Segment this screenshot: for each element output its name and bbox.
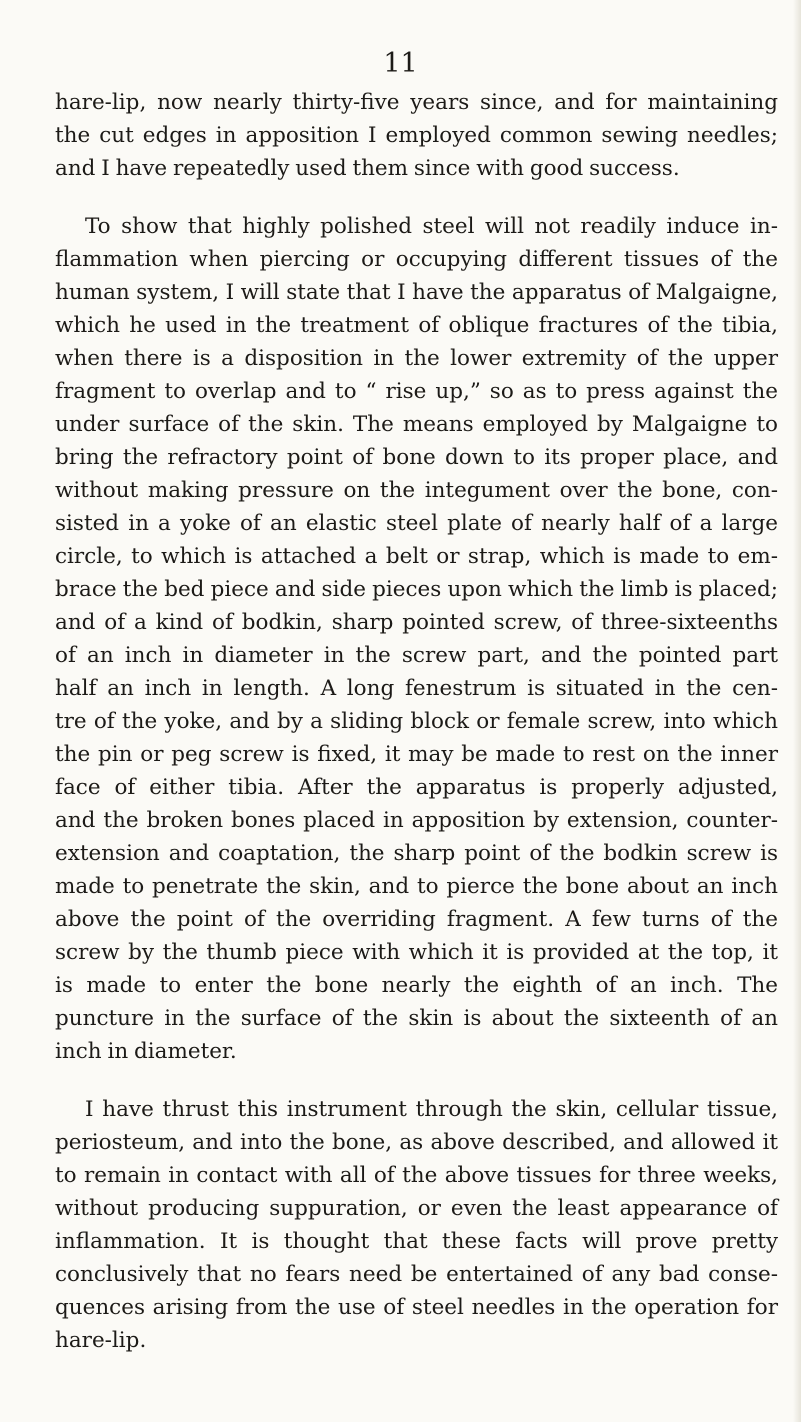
text-line: without producing suppuration, or even the least appearance of bbox=[55, 1196, 778, 1221]
text-line: bring the refractory point of bone down to its proper place, and bbox=[55, 445, 778, 470]
text-line: periosteum, and into the bone, as above described, and allowed it bbox=[55, 1130, 778, 1155]
text-line: when there is a disposition in the lower extremity of the upper bbox=[55, 346, 778, 371]
text-line: extension and coaptation, the sharp point of the bodkin screw is bbox=[55, 841, 778, 866]
text-line: under surface of the skin. The means employed by Malgaigne to bbox=[55, 412, 778, 437]
text-line: made to penetrate the skin, and to pierce the bone about an inch bbox=[55, 874, 778, 899]
text-line: quences arising from the use of steel needles in the operation for bbox=[55, 1295, 778, 1320]
text-line: of an inch in diameter in the screw part, and the pointed part bbox=[55, 643, 778, 668]
page-edge-shadow bbox=[793, 0, 801, 1422]
text-line: the pin or peg screw is fixed, it may be made to rest on the inner bbox=[55, 742, 778, 767]
text-line: without making pressure on the integument over the bone, con- bbox=[55, 478, 778, 503]
text-line: human system, I will state that I have the apparatus of Malgaigne, bbox=[55, 280, 778, 305]
text-line: screw by the thumb piece with which it is provided at the top, it bbox=[55, 940, 778, 965]
text-line: inflammation. It is thought that these facts will prove pretty bbox=[55, 1229, 778, 1254]
paragraph-1 bbox=[55, 86, 778, 185]
text-line: I have thrust this instrument through the skin, cellular tissue, bbox=[85, 1097, 778, 1122]
text-line: brace the bed piece and side pieces upon which the limb is placed; bbox=[55, 577, 778, 602]
page-number: 11 bbox=[383, 48, 418, 79]
text-line: fragment to overlap and to “ rise up,” so as to press against the bbox=[55, 379, 778, 404]
text-line: and I have repeatedly used them since with good success. bbox=[55, 156, 680, 181]
text-line: and of a kind of bodkin, sharp pointed screw, of three-sixteenths bbox=[55, 610, 778, 635]
text-line: and the broken bones placed in apposition by extension, counter- bbox=[55, 808, 778, 833]
text-line: circle, to which is attached a belt or strap, which is made to em- bbox=[55, 544, 778, 569]
paragraph-2 bbox=[55, 210, 778, 1068]
text-line: hare-lip. bbox=[55, 1328, 147, 1353]
text-line: tre of the yoke, and by a sliding block or female screw, into which bbox=[55, 709, 778, 734]
text-line: face of either tibia. After the apparatus is properly adjusted, bbox=[55, 775, 778, 800]
text-line: hare-lip, now nearly thirty-five years since, and for maintaining bbox=[55, 90, 778, 115]
text-line: which he used in the treatment of oblique fractures of the tibia, bbox=[55, 313, 778, 338]
text-line: puncture in the surface of the skin is about the sixteenth of an bbox=[55, 1006, 778, 1031]
paragraph-3 bbox=[55, 1093, 778, 1357]
body-text bbox=[55, 86, 778, 1357]
text-line: conclusively that no fears need be entertained of any bad conse- bbox=[55, 1262, 778, 1287]
text-line: the cut edges in apposition I employed common sewing needles; bbox=[55, 123, 778, 148]
text-line: inch in diameter. bbox=[55, 1039, 237, 1064]
text-line: flammation when piercing or occupying different tissues of the bbox=[55, 247, 778, 272]
text-line: above the point of the overriding fragment. A few turns of the bbox=[55, 907, 778, 932]
text-line: half an inch in length. A long fenestrum is situated in the cen- bbox=[55, 676, 778, 701]
text-line: to remain in contact with all of the above tissues for three weeks, bbox=[55, 1163, 778, 1188]
text-line: is made to enter the bone nearly the eighth of an inch. The bbox=[55, 973, 778, 998]
text-line: To show that highly polished steel will not readily induce in- bbox=[85, 214, 778, 239]
text-line: sisted in a yoke of an elastic steel plate of nearly half of a large bbox=[55, 511, 778, 536]
